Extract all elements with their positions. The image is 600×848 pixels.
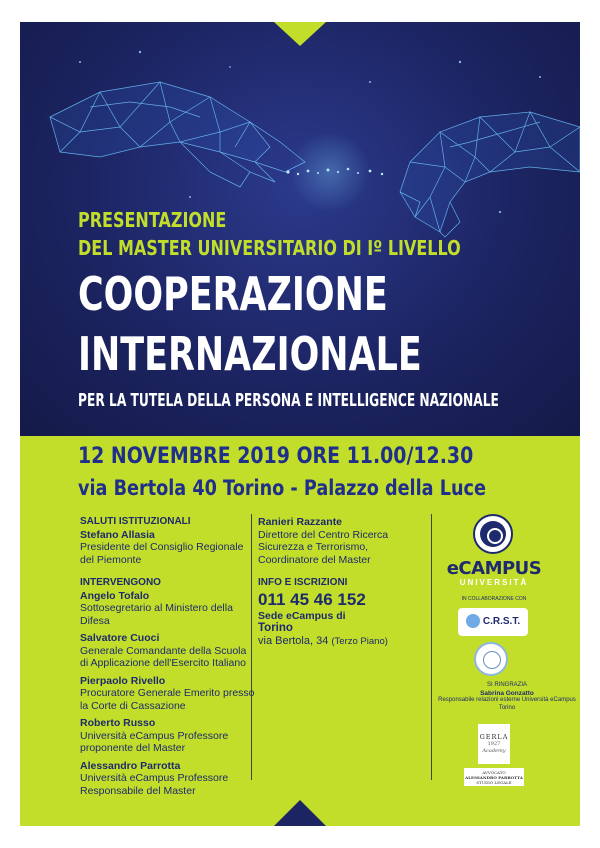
speaker-name: Alessandro Parrotta	[80, 759, 181, 772]
poster	[20, 22, 580, 826]
speaker-name: Salvatore Cuoci	[80, 632, 160, 644]
studio-line3: STUDIO LEGALE	[476, 780, 512, 785]
ecampus-logo: eCAMPUS	[446, 558, 542, 579]
crst-label: C.R.S.T.	[482, 616, 521, 627]
coordinator	[258, 516, 430, 566]
hero-banner	[20, 22, 580, 436]
office-address	[258, 635, 430, 649]
speaker-name: Angelo Tofalo	[80, 589, 150, 602]
thanks-heading: SI RINGRAZIA	[486, 682, 527, 688]
list-item	[80, 529, 255, 567]
thanks-name: Sabrina Gonzatto	[480, 689, 534, 697]
seal-logo	[474, 642, 508, 676]
greetings-heading: SALUTI ISTITUZIONALI	[80, 516, 191, 527]
speaker-name: Pierpaolo Rivello	[80, 674, 166, 687]
thanks-block	[434, 682, 580, 712]
office-label: Sede eCampus di	[258, 609, 346, 622]
gerla-sub: Academy	[482, 748, 506, 754]
ecampus-university: UNIVERSITÀ	[459, 578, 529, 587]
main-title-line2: INTERNAZIONALE	[78, 327, 422, 381]
speaker-role: Procuratore Generale Emerito presso la Corte di Cassazione	[80, 687, 255, 712]
speaker-name: Roberto Russo	[80, 717, 156, 729]
studio-line1: AVVOCATO	[482, 770, 506, 775]
coordinator-role: Direttore del Centro Ricerca Sicurezza e Terrorismo, Coordinatore del Master	[258, 528, 389, 566]
list-item	[80, 632, 255, 670]
speaker-role: Presidente del Consiglio Regionale del Piemonte	[80, 541, 244, 566]
bottom-notch	[274, 800, 326, 826]
program-column	[80, 516, 255, 802]
list-item	[80, 760, 255, 798]
top-notch	[274, 22, 326, 46]
address-floor: (Terzo Piano)	[331, 635, 388, 647]
address-street: via Bertola, 34	[258, 634, 329, 647]
list-item	[80, 590, 255, 628]
main-title-line1: COOPERAZIONE	[78, 267, 388, 321]
list-item	[80, 717, 255, 755]
office-city: Torino	[258, 622, 293, 634]
gerla-logo	[478, 724, 510, 764]
speaker-role: Sottosegretario al Ministero della Difesa	[80, 602, 233, 627]
info-heading: INFO E ISCRIZIONI	[258, 577, 348, 588]
studio-logo	[464, 768, 524, 786]
info-column	[258, 516, 430, 648]
gerla-year: 1927	[487, 741, 501, 747]
thanks-role: Responsabile relazioni esterne Università eCampus Torino	[438, 697, 576, 711]
title-line2: DEL MASTER UNIVERSITARIO DI Iº LIVELLO	[78, 236, 461, 260]
list-item	[80, 675, 255, 713]
crst-logo	[458, 608, 528, 636]
divider-right	[431, 514, 432, 780]
coordinator-name: Ranieri Razzante	[258, 516, 343, 528]
gerla-name: GERLA	[479, 733, 509, 741]
event-venue: via Bertola 40 Torino - Palazzo della Luce	[78, 476, 486, 500]
globe-icon	[466, 614, 480, 628]
collab-label: IN COLLABORAZIONE CON	[461, 596, 527, 602]
speaker-role: Università eCampus Professore proponente del Master	[80, 729, 229, 754]
speaker-role: Università eCampus Professore Responsabile del Master	[80, 772, 229, 797]
phone-number[interactable]: 011 45 46 152	[258, 589, 366, 609]
speaker-role: Generale Comandante della Scuola di Applicazione dell'Esercito Italiano	[80, 644, 247, 669]
studio-line2: ALESSANDRO PARROTTA	[465, 775, 523, 780]
speaker-name: Stefano Allasia	[80, 528, 155, 541]
title-line1: PRESENTAZIONE	[78, 208, 227, 232]
event-date: 12 NOVEMBRE 2019 ORE 11.00/12.30	[78, 444, 474, 469]
ecampus-badge-icon	[473, 514, 513, 554]
subtitle: PER LA TUTELA DELLA PERSONA E INTELLIGENCE NAZIONALE	[78, 390, 499, 411]
speakers-heading: INTERVENGONO	[80, 577, 161, 588]
